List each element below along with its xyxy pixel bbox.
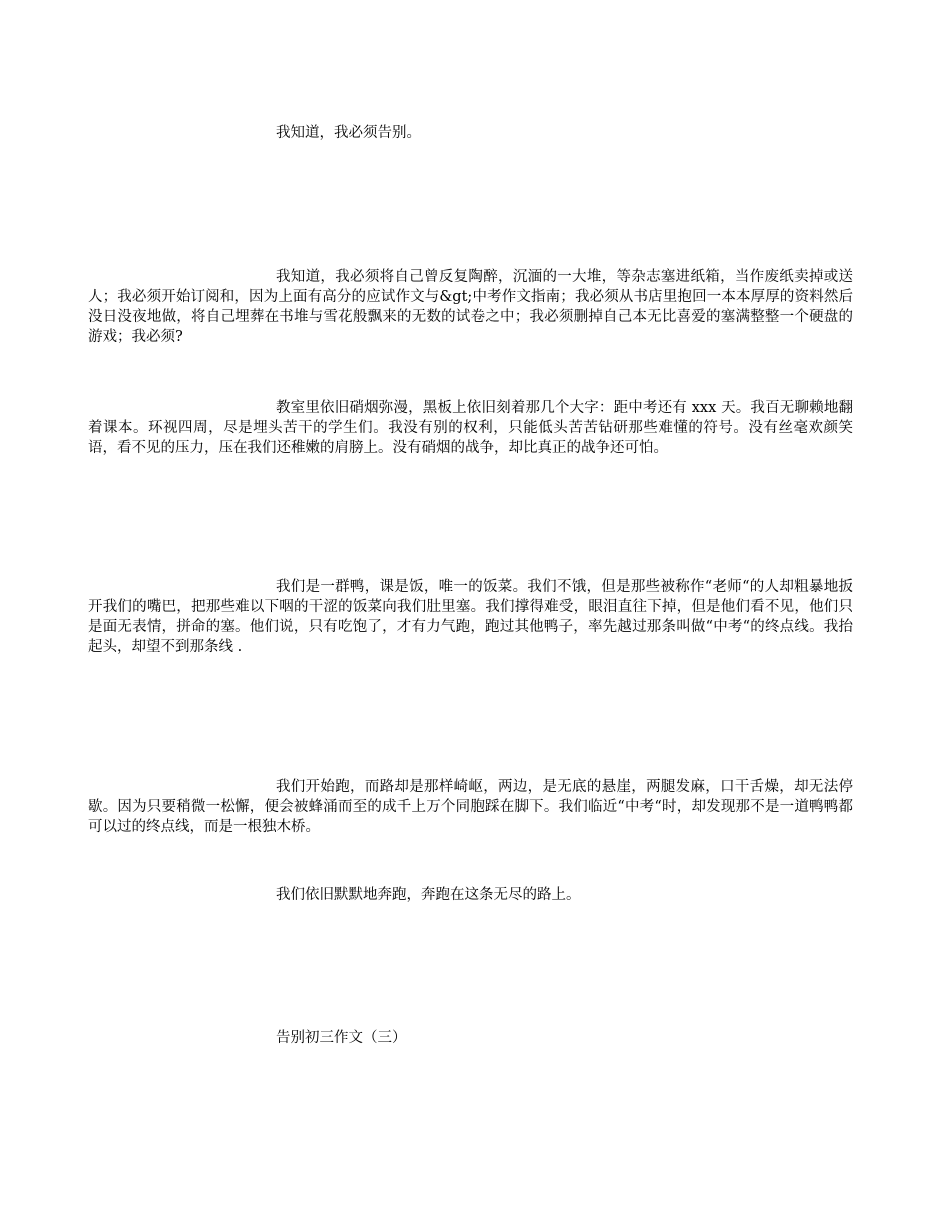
- section-heading: 告别初三作文（三）: [276, 1030, 407, 1046]
- paragraph-2: 我知道，我必须将自己曾反复陶醉，沉湎的一大堆，等杂志塞进纸箱，当作废纸卖掉或送人；我必须开始订阅和，因为上面有高分的应试作文与&gt;中考作文指南；我必须从书店里抱回一本本厚厚的资料然后没日没夜地做，将自己埋葬在书堆与雪花般飘来的无数的试卷之中；我必须删掉自己本无比喜爱的塞满整整一个硬盘的游戏；我必须?: [88, 269, 853, 345]
- paragraph-3: 教室里依旧硝烟弥漫，黑板上依旧刻着那几个大字：距中考还有 xxx 天。我百无聊赖地翻着课本。环视四周，尽是埋头苦干的学生们。我没有别的权利，只能低头苦苦钻研那些难懂的符号。没有丝毫欢颜笑语，看不见的压力，压在我们还稚嫩的肩膀上。没有硝烟的战争，却比真正的战争还可怕。: [88, 400, 853, 456]
- paragraph-5: 我们开始跑，而路却是那样崎岖，两边，是无底的悬崖，两腿发麻，口干舌燥，却无法停歇。因为只要稍微一松懈，便会被蜂涌而至的成千上万个同胞踩在脚下。我们临近“中考“时，却发现那不是一道鸭鸭都可以过的终点线，而是一根独木桥。: [88, 779, 853, 835]
- paragraph-1: 我知道，我必须告别。: [276, 125, 421, 141]
- paragraph-6: 我们依旧默默地奔跑，奔跑在这条无尽的路上。: [276, 887, 581, 903]
- paragraph-4: 我们是一群鸭，课是饭，唯一的饭菜。我们不饿，但是那些被称作“老师“的人却粗暴地扳开我们的嘴巴，把那些难以下咽的干涩的饭菜向我们肚里塞。我们撑得难受，眼泪直往下掉，但是他们看不见，他们只是面无表情，拼命的塞。他们说，只有吃饱了，才有力气跑，跑过其他鸭子，率先越过那条叫做“中考“的终点线。我抬起头，却望不到那条线 .: [88, 579, 853, 655]
